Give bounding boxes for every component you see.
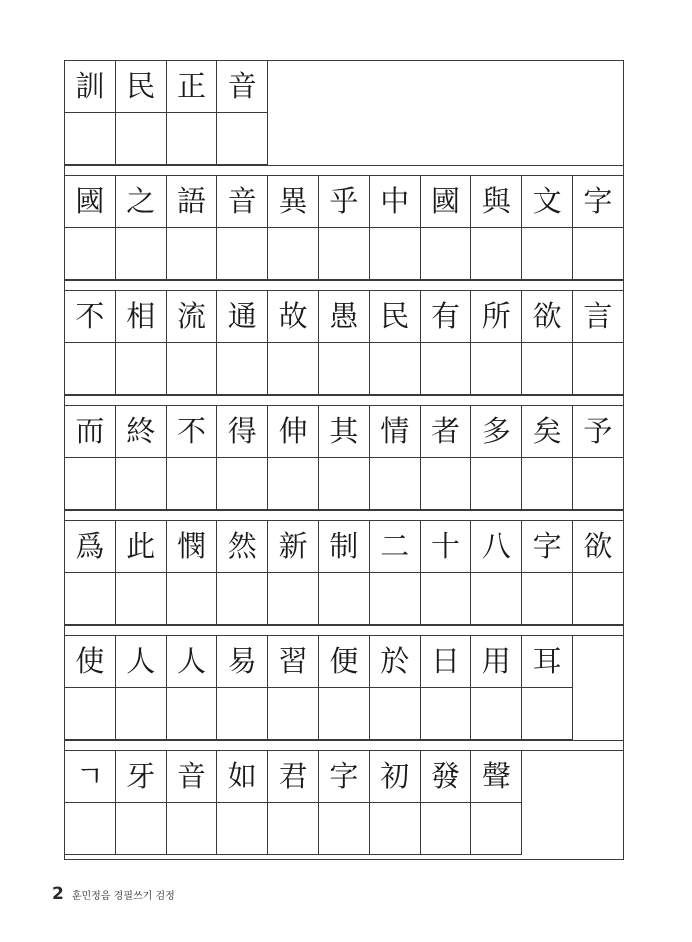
model-character-cell: 故 <box>268 291 319 343</box>
writing-cell[interactable] <box>319 458 370 510</box>
writing-cell[interactable] <box>65 458 116 510</box>
writing-cell[interactable] <box>522 688 573 740</box>
model-character-cell: 多 <box>471 406 522 458</box>
model-character-cell: 十 <box>421 521 472 573</box>
model-character-cell: 字 <box>573 176 624 228</box>
writing-cell[interactable] <box>471 688 522 740</box>
model-character-cell: 正 <box>167 61 218 113</box>
model-character-cell: 流 <box>167 291 218 343</box>
model-character-cell: 憫 <box>167 521 218 573</box>
model-character-cell: 終 <box>116 406 167 458</box>
writing-cell[interactable] <box>268 573 319 625</box>
writing-cell[interactable] <box>471 573 522 625</box>
writing-cell[interactable] <box>116 113 167 165</box>
writing-cell[interactable] <box>116 688 167 740</box>
writing-cell[interactable] <box>116 803 167 855</box>
model-character-cell: 訓 <box>65 61 116 113</box>
writing-cell[interactable] <box>370 688 421 740</box>
writing-cell[interactable] <box>268 228 319 280</box>
model-character-cell: 其 <box>319 406 370 458</box>
writing-cell[interactable] <box>522 228 573 280</box>
model-character-cell: 乎 <box>319 176 370 228</box>
writing-cell[interactable] <box>319 573 370 625</box>
writing-cell[interactable] <box>167 113 218 165</box>
model-character-cell: 民 <box>370 291 421 343</box>
model-character-cell: 君 <box>268 751 319 803</box>
writing-cell[interactable] <box>573 573 624 625</box>
writing-cell[interactable] <box>268 688 319 740</box>
writing-cell[interactable] <box>65 113 116 165</box>
row-separator <box>65 395 623 396</box>
row-separator <box>65 510 623 511</box>
writing-cell[interactable] <box>522 343 573 395</box>
model-character-cell: 言 <box>573 291 624 343</box>
writing-cell[interactable] <box>471 228 522 280</box>
writing-cell[interactable] <box>421 458 472 510</box>
writing-cell[interactable] <box>268 458 319 510</box>
writing-cell[interactable] <box>421 688 472 740</box>
writing-cell[interactable] <box>471 343 522 395</box>
writing-cell[interactable] <box>65 573 116 625</box>
model-character-cell: 初 <box>370 751 421 803</box>
model-character-cell: 於 <box>370 636 421 688</box>
writing-cell[interactable] <box>217 228 268 280</box>
writing-cell[interactable] <box>167 343 218 395</box>
writing-cell[interactable] <box>370 343 421 395</box>
writing-cell[interactable] <box>65 343 116 395</box>
model-character-cell: 日 <box>421 636 472 688</box>
model-character-cell: 語 <box>167 176 218 228</box>
writing-cell[interactable] <box>116 228 167 280</box>
model-character-cell: 不 <box>65 291 116 343</box>
model-character-cell: 易 <box>217 636 268 688</box>
page-footer <box>52 884 175 908</box>
writing-cell[interactable] <box>421 803 472 855</box>
model-character-cell: 國 <box>421 176 472 228</box>
model-character-cell: 矣 <box>522 406 573 458</box>
model-character-cell: 得 <box>217 406 268 458</box>
writing-cell[interactable] <box>319 688 370 740</box>
model-character-cell: 制 <box>319 521 370 573</box>
writing-cell[interactable] <box>421 343 472 395</box>
model-character-cell: 用 <box>471 636 522 688</box>
model-character-cell: 爲 <box>65 521 116 573</box>
writing-cell[interactable] <box>116 573 167 625</box>
model-character-cell: 音 <box>217 61 268 113</box>
row-separator <box>65 625 623 626</box>
model-character-cell: 相 <box>116 291 167 343</box>
model-character-cell: 新 <box>268 521 319 573</box>
model-character-cell: 異 <box>268 176 319 228</box>
writing-cell[interactable] <box>217 573 268 625</box>
writing-cell[interactable] <box>116 343 167 395</box>
writing-cell[interactable] <box>217 803 268 855</box>
writing-cell[interactable] <box>319 343 370 395</box>
row-separator <box>65 740 623 741</box>
page-number: 2 <box>52 884 64 904</box>
model-character-cell: 音 <box>167 751 218 803</box>
model-character-cell: 人 <box>167 636 218 688</box>
writing-cell[interactable] <box>421 573 472 625</box>
writing-cell[interactable] <box>370 573 421 625</box>
model-character-cell: 欲 <box>522 291 573 343</box>
writing-cell[interactable] <box>319 803 370 855</box>
model-character-cell: 伸 <box>268 406 319 458</box>
model-character-cell: ㄱ <box>65 751 116 803</box>
model-character-cell: 情 <box>370 406 421 458</box>
writing-cell[interactable] <box>217 688 268 740</box>
model-character-cell: 發 <box>421 751 472 803</box>
model-character-cell: 不 <box>167 406 218 458</box>
writing-cell[interactable] <box>370 803 421 855</box>
model-character-cell: 民 <box>116 61 167 113</box>
writing-cell[interactable] <box>268 343 319 395</box>
writing-cell[interactable] <box>217 113 268 165</box>
practice-sheet <box>64 60 624 860</box>
writing-cell[interactable] <box>217 343 268 395</box>
model-character-cell: 通 <box>217 291 268 343</box>
writing-cell[interactable] <box>370 228 421 280</box>
writing-cell[interactable] <box>471 803 522 855</box>
model-character-cell: 如 <box>217 751 268 803</box>
model-character-cell: 與 <box>471 176 522 228</box>
model-character-cell: 音 <box>217 176 268 228</box>
model-character-cell: 然 <box>217 521 268 573</box>
row-separator <box>65 165 623 166</box>
writing-cell[interactable] <box>522 458 573 510</box>
model-character-cell: 中 <box>370 176 421 228</box>
writing-cell[interactable] <box>65 228 116 280</box>
writing-cell[interactable] <box>421 228 472 280</box>
model-character-cell: 此 <box>116 521 167 573</box>
model-character-cell: 文 <box>522 176 573 228</box>
model-character-cell: 使 <box>65 636 116 688</box>
writing-cell[interactable] <box>167 458 218 510</box>
model-character-cell: 習 <box>268 636 319 688</box>
writing-cell[interactable] <box>573 228 624 280</box>
model-character-cell: 者 <box>421 406 472 458</box>
model-character-cell: 二 <box>370 521 421 573</box>
model-character-cell: 牙 <box>116 751 167 803</box>
writing-cell[interactable] <box>573 343 624 395</box>
writing-cell[interactable] <box>167 803 218 855</box>
writing-cell[interactable] <box>471 458 522 510</box>
writing-cell[interactable] <box>217 458 268 510</box>
model-character-cell: 愚 <box>319 291 370 343</box>
writing-cell[interactable] <box>370 458 421 510</box>
model-character-cell: 有 <box>421 291 472 343</box>
model-character-cell: 耳 <box>522 636 573 688</box>
model-character-cell: 欲 <box>573 521 624 573</box>
writing-cell[interactable] <box>522 573 573 625</box>
writing-cell[interactable] <box>167 228 218 280</box>
writing-cell[interactable] <box>65 688 116 740</box>
writing-cell[interactable] <box>167 688 218 740</box>
writing-cell[interactable] <box>65 803 116 855</box>
model-character-cell: 便 <box>319 636 370 688</box>
model-character-cell: 人 <box>116 636 167 688</box>
model-character-cell: 之 <box>116 176 167 228</box>
writing-cell[interactable] <box>573 458 624 510</box>
model-character-cell: 而 <box>65 406 116 458</box>
model-character-cell: 國 <box>65 176 116 228</box>
writing-cell[interactable] <box>116 458 167 510</box>
writing-cell[interactable] <box>167 573 218 625</box>
model-character-cell: 聲 <box>471 751 522 803</box>
model-character-cell: 所 <box>471 291 522 343</box>
row-separator <box>65 280 623 281</box>
model-character-cell: 八 <box>471 521 522 573</box>
model-character-cell: 字 <box>319 751 370 803</box>
writing-cell[interactable] <box>268 803 319 855</box>
model-character-cell: 予 <box>573 406 624 458</box>
writing-cell[interactable] <box>319 228 370 280</box>
book-title: 훈민정음 경필쓰기 검정 <box>71 891 175 902</box>
model-character-cell: 字 <box>522 521 573 573</box>
